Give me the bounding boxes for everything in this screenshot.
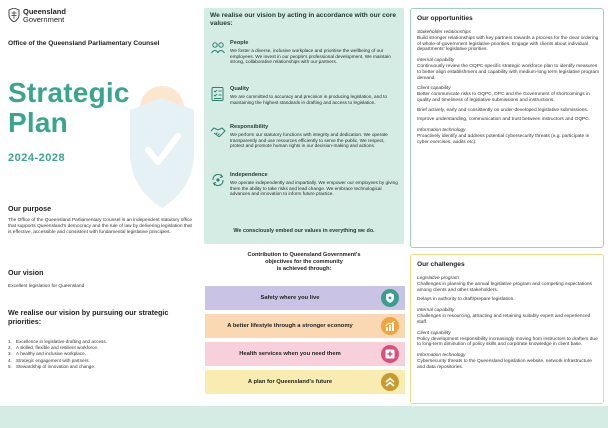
objective-label: Safety where you live bbox=[260, 295, 320, 301]
handshake-icon bbox=[210, 124, 226, 140]
title-line2: Plan bbox=[8, 107, 68, 138]
objective-safety bbox=[205, 286, 405, 310]
objective-health bbox=[205, 342, 405, 366]
challenge-category: Internal capability bbox=[417, 308, 455, 314]
cycle-icon bbox=[210, 172, 226, 188]
crest-icon bbox=[8, 8, 20, 22]
logo-line1: Queensland bbox=[23, 7, 66, 16]
value-text: We perform our statutory functions with integrity and dedication. We operate transparently and use resources efficiently to serve the public. We respect, protect and promote human rights in our decision-making and actions. bbox=[230, 132, 388, 149]
values-heading: We realise our vision by acting in accordance with our core values: bbox=[210, 12, 397, 27]
priority-item: 3. A healthy and inclusive workplace. bbox=[8, 351, 86, 357]
growth-chart-icon bbox=[381, 317, 399, 335]
challenge-category: Information technology bbox=[417, 352, 466, 358]
challenge-text: Policy development responsibility increasingly moving from instructors to drafters due to long-term diminution of policy skills and corporate knowledge in client base. bbox=[417, 336, 598, 348]
contribution-heading-line3: is achieved through: bbox=[276, 266, 332, 272]
value-text: We are committed to accuracy and precision in producing legislation, and to maintaining the highest standards in drafting and access to legislation. bbox=[230, 94, 388, 105]
checklist-icon bbox=[210, 86, 226, 102]
logo-line2: Government bbox=[23, 15, 65, 24]
shield-icon bbox=[381, 289, 399, 307]
priority-item: 1. Excellence in legislative drafting and access. bbox=[8, 339, 107, 344]
chevrons-up-icon bbox=[381, 373, 399, 391]
objective-label: A better lifestyle through a stronger economy bbox=[227, 323, 353, 329]
left-column bbox=[0, 0, 200, 428]
value-title: Responsibility bbox=[230, 124, 269, 130]
value-text: We operate independently and impartially. We empower our employees by giving them the ability to take risks and lead change. We embrace technological advances and innovation to inform future practice. bbox=[230, 180, 398, 197]
objective-label: Health services when you need them bbox=[239, 351, 341, 357]
values-footer: We consciously embed our values in everything we do. bbox=[233, 228, 375, 234]
objective-economy bbox=[205, 314, 405, 338]
priorities-heading: We realise our vision by pursuing our strategic priorities: bbox=[8, 308, 169, 326]
core-values-panel bbox=[204, 8, 404, 244]
opportunities-heading: Our opportunities bbox=[417, 15, 473, 22]
opportunity-category: Internal capability bbox=[417, 58, 455, 64]
purpose-text: The Office of the Queensland Parliamentary Counsel is an independent statutory office that supports Queensland's democracy and the rule of law by delivering legislation that is effective, accessible and consistent with fundamental legislative principles. bbox=[8, 218, 193, 235]
page-title bbox=[8, 78, 130, 138]
challenges-panel bbox=[410, 254, 604, 404]
opportunity-text: Brief actively, early and consistently on under-developed legislative submissions. bbox=[417, 107, 589, 113]
value-text: We foster a diverse, inclusive workplace and prioritise the wellbeing of our employees. We invest in our people's professional development. We maintain strong, collaborative relationships with our partners. bbox=[230, 48, 391, 65]
medical-cross-icon bbox=[381, 345, 399, 363]
priority-item: 4. Strategic engagement with partners. bbox=[8, 357, 90, 363]
opportunity-category: Stakeholder relationships bbox=[417, 30, 471, 35]
priority-item: 2. A skilled, flexible and resilient workforce. bbox=[8, 345, 99, 351]
footer-band bbox=[0, 406, 608, 428]
objective-future bbox=[205, 370, 405, 394]
value-title: People bbox=[230, 40, 249, 46]
challenges-heading: Our challenges bbox=[417, 261, 465, 268]
vision-heading: Our vision bbox=[8, 268, 44, 277]
queensland-government-logo bbox=[8, 8, 66, 24]
opportunity-text: Improve understanding, communication and trust between instructors and OQPC. bbox=[417, 117, 591, 123]
opportunity-text: Better communicate risks to OQPC, DPC and the Government of shortcomings in quality and timeliness of legislative submissions and instructions. bbox=[417, 92, 590, 103]
title-line1: Strategic bbox=[8, 77, 130, 108]
challenge-text: Delays in authority to draft/prepare legislation. bbox=[417, 297, 515, 303]
vision-text: Excellent legislation for Queensland bbox=[8, 284, 85, 289]
value-title: Independence bbox=[230, 172, 268, 178]
opportunity-text: Proactively identify and address potential cybersecurity threats (e.g. participate in cyber exercises, audits etc). bbox=[417, 134, 590, 145]
contribution-heading-line1: Contribution to Queensland Government's bbox=[247, 252, 361, 258]
challenge-text: Challenges in resourcing, attracting and retaining suitably expert and experienced staff. bbox=[417, 314, 591, 325]
priority-item: 5. Stewardship of innovation and change. bbox=[8, 363, 96, 369]
value-title: Quality bbox=[230, 86, 249, 92]
challenge-category: Legislative program bbox=[417, 276, 459, 281]
challenges-body bbox=[417, 273, 601, 370]
opportunity-text: Continuously review the OQPC-specific strategic workforce plan to identify measures to better align establishment and capability with medium-long term legislative program demand. bbox=[417, 64, 600, 81]
opportunity-text: Build stronger relationships with key partners towards a process for the clear ordering of whole-of-government legislative priorities. Engage with clients about individual departments' legislative priorities. bbox=[417, 36, 599, 53]
priorities-list bbox=[8, 339, 196, 370]
challenge-text: Challenges in planning the annual legislative program and competing expectations among clients and other stakeholders. bbox=[417, 282, 592, 293]
office-name: Office of the Queensland Parliamentary Counsel bbox=[8, 40, 160, 47]
challenge-category: Client capability bbox=[417, 330, 451, 336]
objective-label: A plan for Queensland's future bbox=[247, 379, 333, 385]
people-icon bbox=[210, 40, 226, 56]
opportunity-category: Client capability bbox=[417, 86, 451, 92]
opportunities-panel bbox=[410, 8, 604, 248]
challenge-text: Cybersecurity threats to the Queensland legislation website, network infrastructure and data repositories. bbox=[417, 358, 592, 370]
opportunity-category: Information technology bbox=[417, 128, 466, 134]
contribution-heading bbox=[208, 252, 400, 273]
purpose-heading: Our purpose bbox=[8, 204, 52, 213]
contribution-heading-line2: objectives for the community bbox=[265, 259, 343, 265]
plan-years: 2024-2028 bbox=[8, 152, 66, 164]
opportunities-body bbox=[417, 27, 601, 145]
